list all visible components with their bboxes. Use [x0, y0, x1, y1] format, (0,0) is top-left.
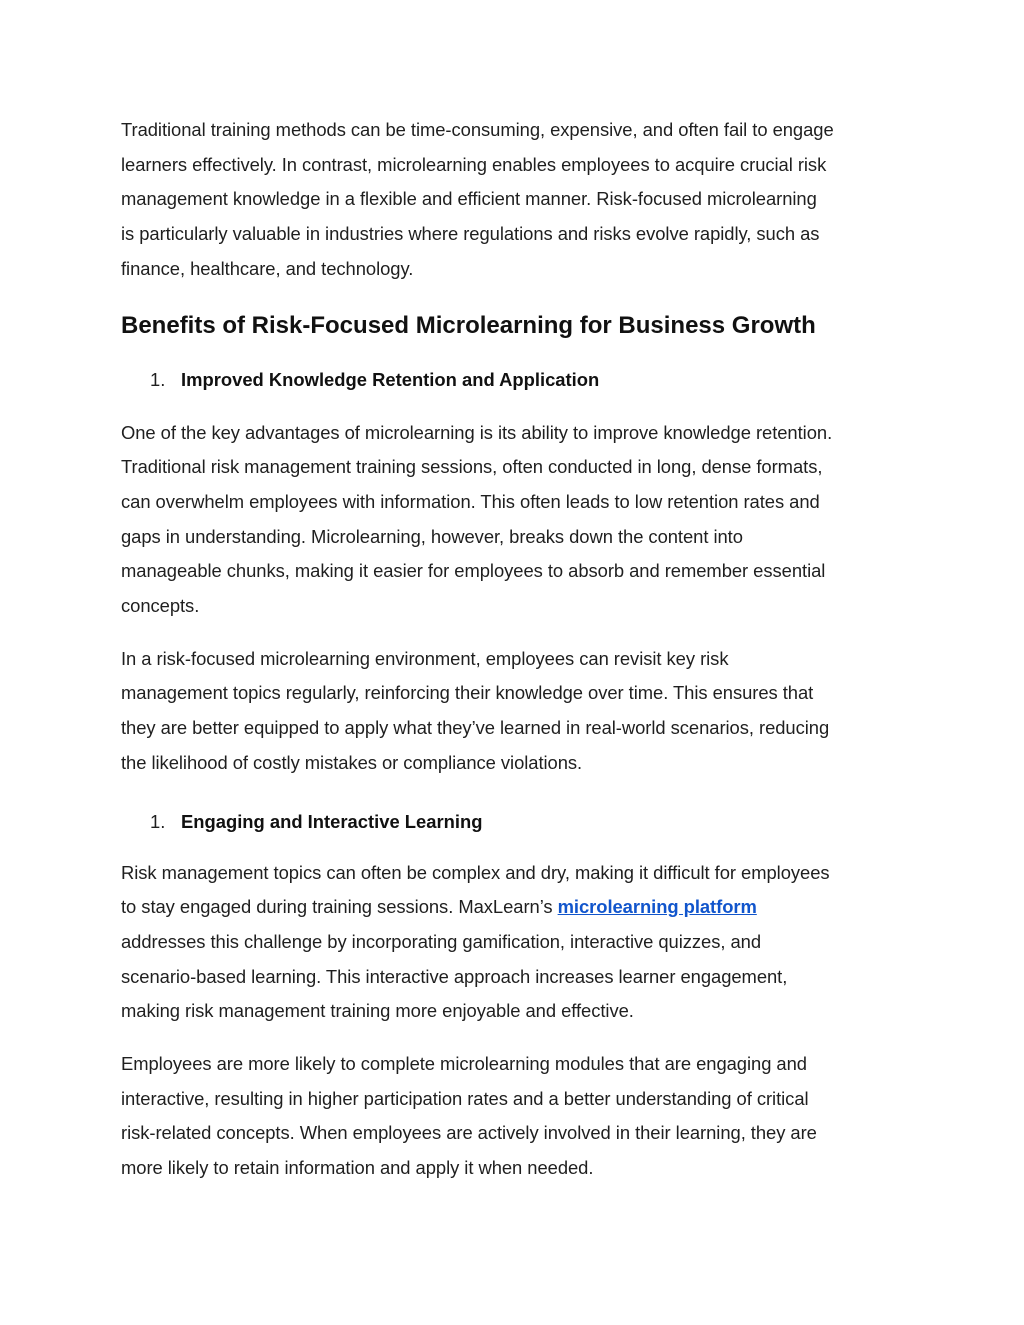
intro-line: management knowledge in a flexible and efficient manner. Risk-focused microlearning [121, 188, 817, 210]
paragraph-line: the likelihood of costly mistakes or compliance violations. [121, 751, 583, 773]
list-number: 1. [150, 810, 166, 832]
paragraph-line [121, 890, 921, 925]
intro-line: is particularly valuable in industries where regulations and risks evolve rapidly, such as [121, 223, 820, 245]
engaging-paragraph-1 [121, 856, 921, 1030]
intro-line: finance, healthcare, and technology. [121, 257, 414, 279]
list-item-knowledge-retention [121, 366, 921, 394]
paragraph-line: Risk management topics can often be complex and dry, making it difficult for employees [121, 861, 830, 883]
paragraph-line: interactive, resulting in higher participation rates and a better understanding of critical [121, 1087, 809, 1109]
microlearning-platform-link[interactable]: microlearning platform [557, 896, 757, 918]
paragraph-line: they are better equipped to apply what they’ve learned in real-world scenarios, reducing [121, 717, 830, 739]
paragraph-line: concepts. [121, 595, 200, 617]
intro-line: Traditional training methods can be time-consuming, expensive, and often fail to engage [121, 119, 834, 140]
list-number: 1. [150, 368, 166, 390]
retention-paragraph-1 [121, 416, 921, 624]
document-page [121, 113, 921, 1186]
paragraph-line: more likely to retain information and apply it when needed. [121, 1157, 594, 1179]
paragraph-line: making risk management training more enjoyable and effective. [121, 1000, 634, 1022]
intro-line: learners effectively. In contrast, microlearning enables employees to acquire crucial risk [121, 153, 827, 175]
paragraph-line: risk-related concepts. When employees are actively involved in their learning, they are [121, 1122, 817, 1144]
paragraph-line: In a risk-focused microlearning environment, employees can revisit key risk [121, 647, 729, 669]
paragraph-line: management topics regularly, reinforcing their knowledge over time. This ensures that [121, 682, 814, 704]
paragraph-text: to stay engaged during training sessions. MaxLearn’s [121, 896, 558, 918]
paragraph-line: addresses this challenge by incorporating gamification, interactive quizzes, and [121, 930, 762, 952]
retention-paragraph-2 [121, 642, 921, 781]
intro-paragraph [121, 113, 921, 287]
paragraph-line: scenario-based learning. This interactive approach increases learner engagement, [121, 965, 788, 987]
paragraph-line: Employees are more likely to complete microlearning modules that are engaging and [121, 1053, 807, 1075]
paragraph-line: manageable chunks, making it easier for employees to absorb and remember essential [121, 560, 826, 582]
paragraph-line: Traditional risk management training sessions, often conducted in long, dense formats, [121, 456, 823, 478]
list-item-engaging-learning [121, 808, 921, 836]
paragraph-line: One of the key advantages of microlearning is its ability to improve knowledge retention. [121, 421, 833, 443]
section-heading: Benefits of Risk-Focused Microlearning for Business Growth [121, 311, 816, 339]
list-item-title: Engaging and Interactive Learning [181, 810, 483, 832]
engaging-paragraph-2 [121, 1047, 921, 1186]
list-item-title: Improved Knowledge Retention and Application [181, 368, 600, 390]
paragraph-line: gaps in understanding. Microlearning, however, breaks down the content into [121, 525, 743, 547]
paragraph-line: can overwhelm employees with information. This often leads to low retention rates and [121, 490, 820, 512]
